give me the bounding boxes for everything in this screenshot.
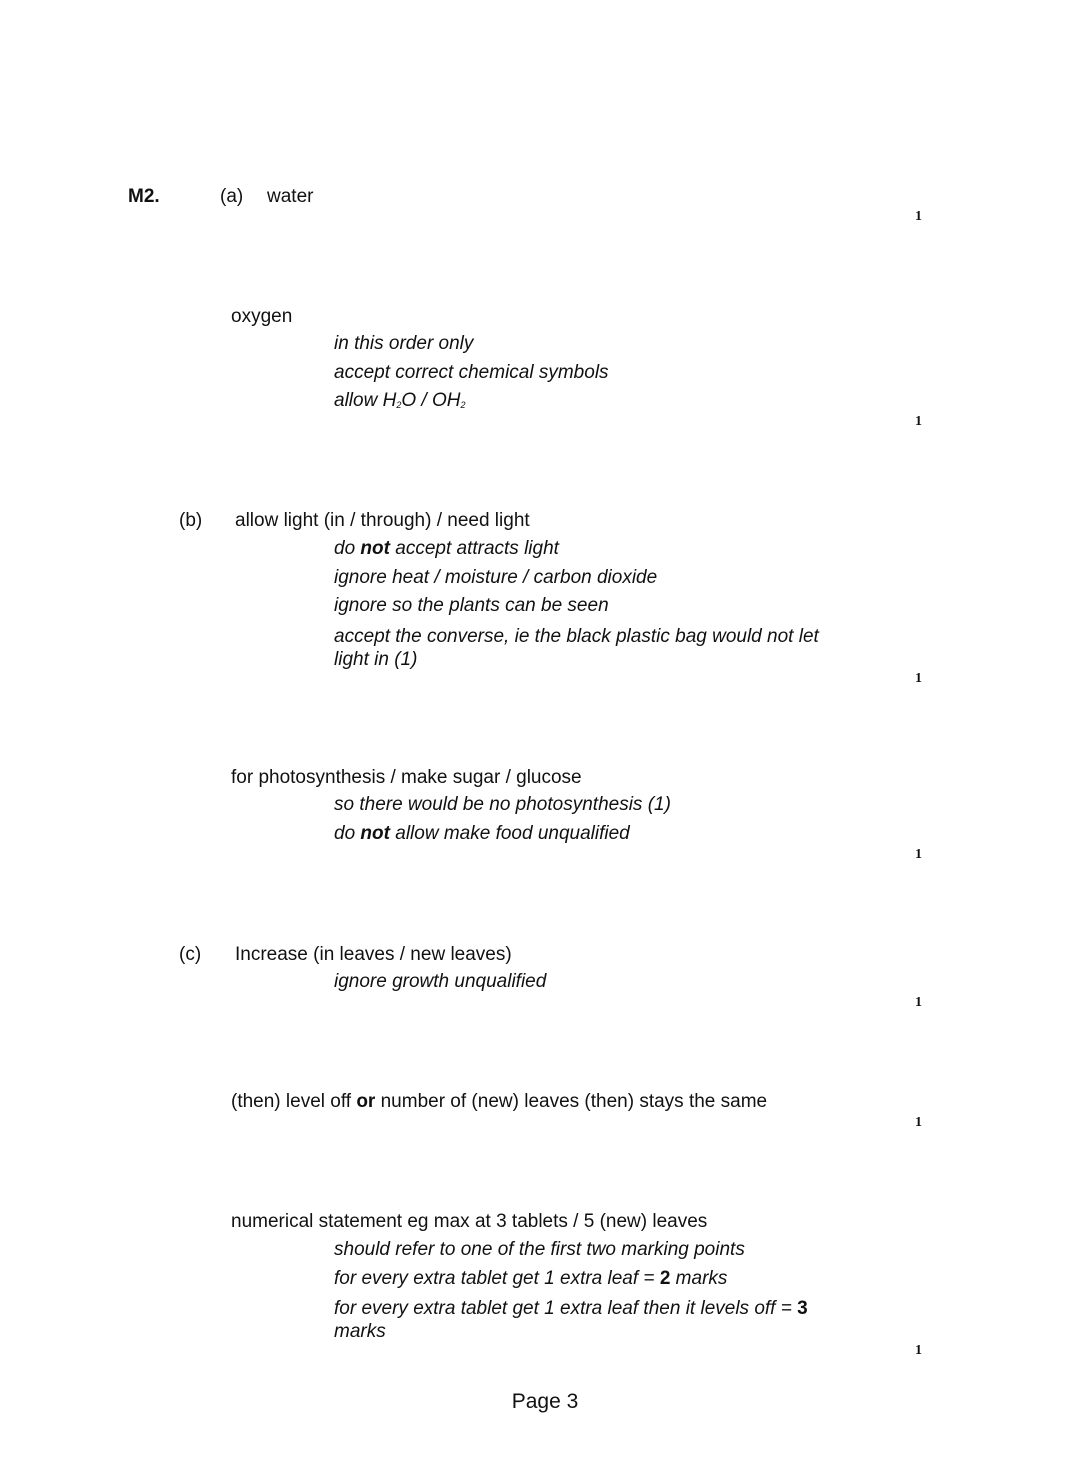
guidance-line: accept correct chemical symbols: [334, 361, 609, 383]
part-a-label: (a): [220, 186, 244, 207]
guidance-line: ignore heat / moisture / carbon dioxide: [334, 566, 658, 588]
guidance-line: for every extra tablet get 1 extra leaf = 2 marks: [334, 1267, 728, 1289]
guidance-line: accept the converse, ie the black plastic bag would not let light in (1): [334, 625, 819, 670]
part-b-mark-2: 1: [915, 847, 922, 862]
part-b-point-light: allow light (in / through) / need light: [235, 510, 530, 531]
guidance-line-symbols: allow $H_2O / OH_2$: [334, 390, 466, 411]
guidance-line: for every extra tablet get 1 extra leaf then it levels off = 3 marks: [334, 1298, 808, 1342]
part-c-point-level-off: (then) level off or number of (new) leaves (then) stays the same: [231, 1091, 768, 1112]
part-b-point-photosynthesis: for photosynthesis / make sugar / glucose: [231, 767, 582, 788]
part-a-point-oxygen: oxygen: [231, 306, 293, 327]
part-b-mark-1: 1: [915, 671, 922, 686]
part-c-guidance-3: [334, 1236, 844, 1343]
part-c-label: (c): [179, 944, 202, 965]
part-c-guidance-1: [334, 968, 546, 997]
part-c-mark-1: 1: [915, 995, 922, 1010]
guidance-line: so there would be no photosynthesis (1): [334, 794, 671, 815]
question-number: M2.: [128, 186, 160, 207]
part-c-point-increase: Increase (in leaves / new leaves): [235, 944, 512, 965]
guidance-line: in this order only: [334, 333, 474, 354]
part-a-guidance: [334, 330, 609, 420]
guidance-line: should refer to one of the first two marking points: [334, 1239, 745, 1260]
part-a-mark-2: 1: [915, 414, 922, 429]
part-c-point-numerical: numerical statement eg max at 3 tablets / 5 (new) leaves: [231, 1211, 708, 1232]
part-b-guidance-2: [334, 791, 671, 848]
part-a-mark-1: 1: [915, 209, 922, 224]
guidance-line: ignore so the plants can be seen: [334, 595, 609, 616]
guidance-line: do not accept attracts light: [334, 538, 559, 559]
guidance-line: ignore growth unqualified: [334, 971, 547, 992]
page-number: Page 3: [511, 1390, 579, 1413]
guidance-line: do not allow make food unqualified: [334, 822, 630, 844]
part-c-mark-2: 1: [915, 1115, 922, 1130]
part-c-mark-3: 1: [915, 1343, 922, 1358]
part-b-label: (b): [179, 510, 203, 531]
part-b-guidance-1: [334, 535, 849, 671]
part-a-point-water: water: [267, 186, 314, 207]
